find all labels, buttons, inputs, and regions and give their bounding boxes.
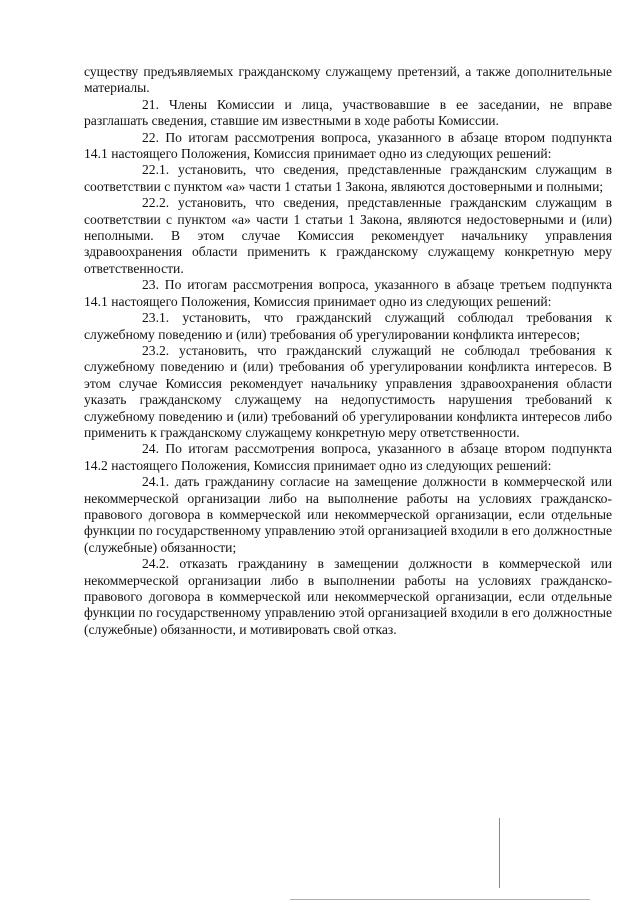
scan-fold-line: [499, 818, 500, 888]
paragraph-24: 24. По итогам рассмотрения вопроса, указанного в абзаце втором подпункта 14.2 настоящего Положения, Комиссия принимает одно из следующих решений:: [84, 441, 612, 473]
document-body: [84, 64, 612, 638]
paragraph-continuation: существу предъявляемых гражданскому служащему претензий, а также дополнительные материалы.: [84, 64, 612, 96]
paragraph-24-1: 24.1. дать гражданину согласие на замещение должности в коммерческой или некоммерческой организации либо на выполнение работы на условиях гражданско-правового договора в коммерческой или некоммерческой организации, если отдельные функции по государственному управлению этой организацией входили в его должностные (служебные) обязанности;: [84, 474, 612, 555]
paragraph-21: 21. Члены Комиссии и лица, участвовавшие в ее заседании, не вправе разглашать сведения, ставшие им известными в ходе работы Комиссии.: [84, 96, 612, 129]
paragraph-22: 22. По итогам рассмотрения вопроса, указанного в абзаце втором подпункта 14.1 настоящего Положения, Комиссия принимает одно из следующих решений:: [84, 129, 612, 162]
paragraph-24-2: 24.2. отказать гражданину в замещении должности в коммерческой или некоммерческой организации либо в выполнении работы на условиях гражданско-правового договора в коммерческой или некоммерческой организации, если отдельные функции по государственному управлению этой организацией входили в его должностные (служебные) обязанности, и мотивировать свой отказ.: [84, 556, 612, 637]
paragraph-22-1: 22.1. установить, что сведения, представленные гражданским служащим в соответствии с пунктом «а» части 1 статьи 1 Закона, являются достоверными и полными;: [84, 162, 612, 194]
scan-bottom-edge: [290, 899, 590, 900]
paragraph-22-2: 22.2. установить, что сведения, представленные гражданским служащим в соответствии с пунктом «а» части 1 статьи 1 Закона, являются недостоверными и (или) неполными. В этом случае Комиссия рекомендует начальнику управления здравоохранения области применить к гражданскому служащему конкретную меру ответственности.: [84, 195, 612, 276]
paragraph-23: 23. По итогам рассмотрения вопроса, указанного в абзаце третьем подпункта 14.1 настоящего Положения, Комиссия принимает одно из следующих решений:: [84, 277, 612, 309]
paragraph-23-1: 23.1. установить, что гражданский служащий соблюдал требования к служебному поведению и (или) требования об урегулировании конфликта интересов;: [84, 310, 612, 342]
paragraph-23-2: 23.2. установить, что гражданский служащий не соблюдал требования к служебному поведению и (или) требования об урегулировании конфликта интересов. В этом случае Комиссия рекомендует начальнику управления здравоохранения области указать гражданскому служащему на недопустимость нарушения требований к служебному поведению и (или) требований об урегулировании конфликта интересов либо применить к гражданскому служащему конкретную меру ответственности.: [84, 342, 612, 440]
